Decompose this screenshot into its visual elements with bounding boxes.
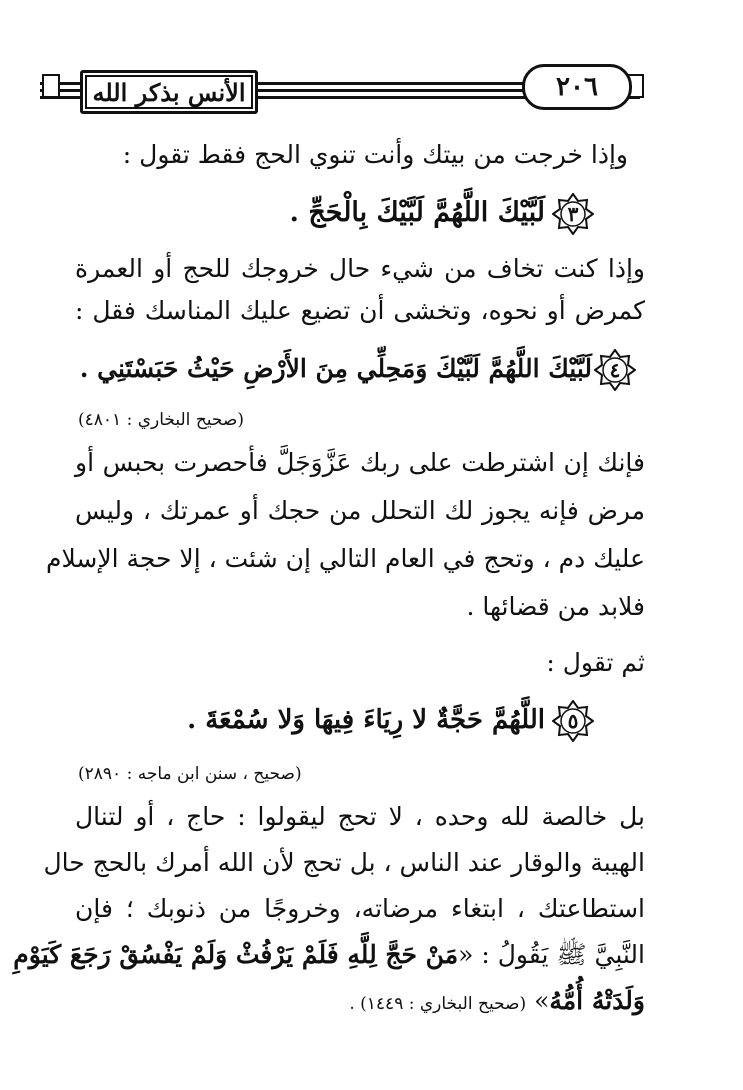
hadith-source: (صحيح البخاري : ٤٨٠١) <box>78 410 244 430</box>
badge-number: ٥ <box>567 709 579 733</box>
hadith-quote: وَلَدَتْهُ أُمُّهُ <box>549 986 645 1015</box>
text-line: فلابد من قضائها . <box>466 592 645 621</box>
dua-text: لَبَّيْكَ اللَّهُمَّ لَبَّيْكَ بِالْحَجِّ . <box>289 197 545 228</box>
text-line: عليك دم ، وتحج في العام التالي إن شئت ، إلا حجة الإسلام <box>46 544 645 573</box>
text-line: وإذا خرجت من بيتك وأنت تنوي الحج فقط تقول : <box>122 140 628 169</box>
hadith-source: (صحيح البخاري : ١٤٤٩) . <box>349 994 527 1014</box>
text-line: الهيبة والوقار عند الناس ، بل تحج لأن الله أمرك بالحج حال <box>43 848 645 877</box>
text-line <box>349 984 645 1018</box>
text-line: ثم تقول : <box>546 648 645 677</box>
page-number: ٢٠٦ <box>522 64 632 110</box>
text-line: مرض فإنه يجوز لك التحلل من حجك أو عمرتك ، وليس <box>75 496 645 525</box>
text-line <box>13 938 645 972</box>
dua-number-badge <box>552 700 594 742</box>
hadith-quote: مَنْ حَجَّ لِلَّهِ فَلَمْ يَرْفُثْ وَلَمْ يَفْسُقْ رَجَعَ كَيَوْمِ <box>13 940 459 969</box>
badge-number: ٤ <box>609 358 621 382</box>
text-line: كمرض أو نحوه، وتخشى أن تضيع عليك المناسك فقل : <box>75 296 645 325</box>
dua-number-badge <box>552 193 594 235</box>
badge-number: ٣ <box>567 202 579 226</box>
dua-text: اللَّهُمَّ حَجَّةٌ لا رِيَاءَ فِيهَا وَلا سُمْعَةَ . <box>187 705 545 735</box>
text-line: فإنك إن اشترطت على ربك عَزَّوَجَلَّ فأحصرت بحبس أو <box>75 448 645 477</box>
dua-number-badge <box>594 349 636 391</box>
book-title: الأنس بذكر الله <box>80 70 258 114</box>
text-line: بل خالصة لله وحده ، لا تحج ليقولوا : حاج ، أو لتنال <box>75 802 645 831</box>
header-end-cap <box>42 74 60 98</box>
text-run: النَّبِيَّ ﷺ يَقُولُ : « <box>458 940 645 969</box>
text-line: استطاعتك ، ابتغاء مرضاته، وخروجًا من ذنوبك ؛ فإن <box>75 894 645 923</box>
text-line: وإذا كنت تخاف من شيء حال خروجك للحج أو العمرة <box>75 254 645 283</box>
text-run: » <box>526 986 550 1015</box>
dua-text: لَبَّيْكَ اللَّهُمَّ لَبَّيْكَ وَمَحِلِّي مِنَ الأَرْضِ حَيْثُ حَبَسْتَنِي . <box>79 354 592 383</box>
hadith-source: (صحيح ، سنن ابن ماجه : ٢٨٩٠) <box>78 764 302 784</box>
